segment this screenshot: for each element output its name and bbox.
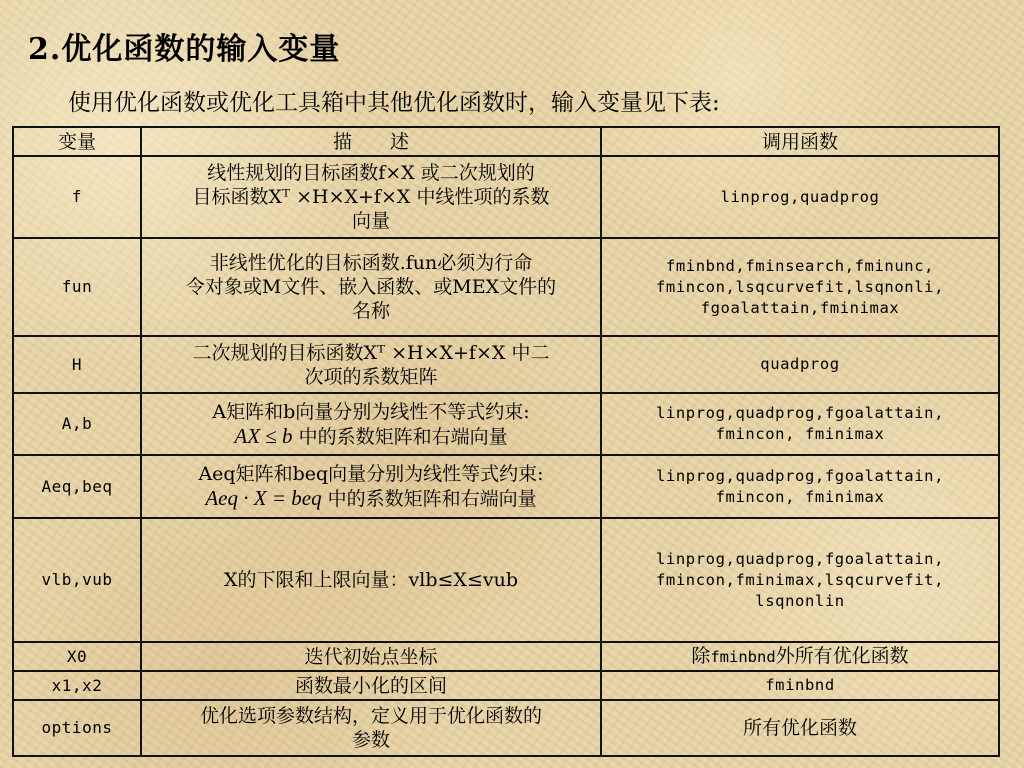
- func-line: fgoalattain,fminimax: [700, 298, 900, 317]
- func-suffix: 外所有优化函数: [775, 644, 909, 667]
- desc-cell: [141, 518, 601, 642]
- desc-line: 目标函数Xᵀ ×H×X+f×X 中线性项的系数: [192, 186, 550, 208]
- desc-line: 向量: [351, 210, 390, 232]
- desc-line: 令对象或M文件、嵌入函数、或MEX文件的: [185, 276, 557, 298]
- table-row: [13, 671, 999, 700]
- header-description: 描 述: [141, 127, 601, 156]
- func-line: fminbnd: [765, 676, 835, 694]
- func-text: 所有优化函数: [742, 716, 857, 739]
- desc-cell: [141, 238, 601, 336]
- func-cell: [601, 642, 999, 671]
- table-row: [13, 238, 999, 336]
- header-variable: 变量: [13, 127, 141, 156]
- func-cell: [601, 518, 999, 642]
- table-row: [13, 518, 999, 642]
- desc-cell: [141, 700, 601, 756]
- slide-heading: 2.优化函数的输入变量: [28, 32, 341, 67]
- var-cell: Aeq,beq: [13, 455, 141, 518]
- formula: AX ≤ b: [234, 423, 293, 448]
- desc-line: 函数最小化的区间: [294, 674, 447, 697]
- formula-tail: 中的系数矩阵和右端向量: [298, 425, 508, 448]
- desc-cell: [141, 455, 601, 518]
- func-line: fmincon,lsqcurvefit,lsqnonli,: [655, 277, 945, 296]
- desc-cell: [141, 393, 601, 455]
- func-line: lsqnonlin: [755, 591, 845, 610]
- table-row: [13, 156, 999, 238]
- desc-line: 参数: [351, 729, 390, 751]
- func-cell: [601, 455, 999, 518]
- formula: Aeq · X = beq: [205, 486, 322, 510]
- desc-line: 非线性优化的目标函数.fun必须为行命: [209, 252, 533, 274]
- func-mono: fminbnd: [710, 647, 776, 666]
- desc-line: X的下限和上限向量：vlb≤X≤vub: [224, 569, 518, 591]
- desc-line: 名称: [351, 300, 390, 322]
- func-line: fmincon, fminimax: [715, 487, 885, 506]
- desc-cell: [141, 642, 601, 671]
- func-line: linprog,quadprog: [720, 187, 880, 206]
- table-row: [13, 700, 999, 756]
- func-cell: [601, 238, 999, 336]
- table-row: [13, 642, 999, 671]
- var-cell: fun: [13, 238, 141, 336]
- desc-formula-line: [146, 424, 596, 449]
- var-cell: f: [13, 156, 141, 238]
- formula-tail: 中的系数矩阵和右端向量: [327, 488, 537, 510]
- desc-cell: [141, 156, 601, 238]
- desc-line: A矩阵和b向量分别为线性不等式约束:: [212, 400, 530, 423]
- desc-line: 二次规划的目标函数Xᵀ ×H×X+f×X 中二: [192, 341, 550, 364]
- input-variables-table-wrapper: [12, 126, 998, 757]
- var-cell: H: [13, 336, 141, 393]
- func-cell: [601, 671, 999, 700]
- func-prefix: 除: [691, 644, 711, 667]
- func-line: linprog,quadprog,fgoalattain,: [655, 549, 945, 568]
- desc-cell: [141, 336, 601, 393]
- func-line: fmincon, fminimax: [715, 425, 885, 443]
- intro-text: 使用优化函数或优化工具箱中其他优化函数时，输入变量见下表:: [68, 90, 720, 116]
- table-row: [13, 455, 999, 518]
- func-cell: [601, 336, 999, 393]
- func-line: fmincon,fminimax,lsqcurvefit,: [655, 570, 945, 589]
- var-cell: X0: [13, 642, 141, 671]
- var-cell: options: [13, 700, 141, 756]
- table-header-row: [13, 127, 999, 156]
- desc-line: 次项的系数矩阵: [304, 365, 438, 388]
- table-row: [13, 393, 999, 455]
- desc-line: 迭代初始点坐标: [304, 645, 438, 668]
- func-line: quadprog: [760, 355, 840, 373]
- func-line: linprog,quadprog,fgoalattain,: [655, 466, 945, 485]
- func-line: fminbnd,fminsearch,fminunc,: [665, 256, 935, 275]
- desc-formula-line: [146, 486, 596, 511]
- table-row: [13, 336, 999, 393]
- header-functions: 调用函数: [601, 127, 999, 156]
- var-cell: x1,x2: [13, 671, 141, 700]
- func-cell: [601, 393, 999, 455]
- func-line: linprog,quadprog,fgoalattain,: [655, 404, 945, 422]
- var-cell: vlb,vub: [13, 518, 141, 642]
- desc-cell: [141, 671, 601, 700]
- func-cell: [601, 700, 999, 756]
- var-cell: A,b: [13, 393, 141, 455]
- func-cell: [601, 156, 999, 238]
- desc-line: Aeq矩阵和beq向量分别为线性等式约束:: [198, 463, 544, 485]
- desc-line: 优化选项参数结构，定义用于优化函数的: [199, 705, 542, 727]
- input-variables-table: [12, 126, 1000, 757]
- desc-line: 线性规划的目标函数f×X 或二次规划的: [207, 162, 535, 184]
